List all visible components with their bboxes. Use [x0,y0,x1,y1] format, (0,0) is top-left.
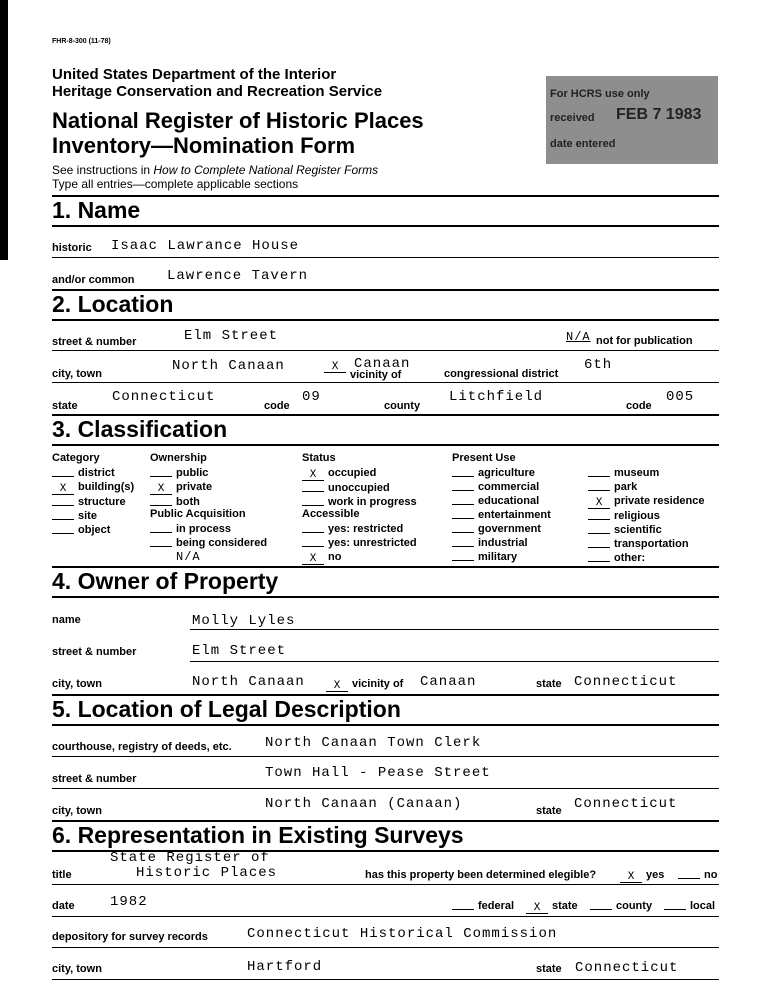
section-5-title: 5. Location of Legal Description [52,696,401,722]
state-code-value: 09 [302,389,321,405]
survey-city-value: Hartford [247,959,323,975]
present-use-col2 [588,466,705,565]
courthouse-label: courthouse, registry of deeds, etc. [52,741,232,753]
section-6-title: 6. Representation in Existing Surveys [52,822,464,848]
level-federal[interactable]: federal [452,900,514,912]
field-rule [52,257,719,258]
location-vicinity-value: Canaan [354,356,411,372]
survey-title-label: title [52,869,72,881]
checkbox-item[interactable]: agriculture [452,466,551,480]
vicinity-label: vicinity of [350,369,402,381]
owner-name-label: name [52,614,81,626]
location-city-label: city, town [52,368,102,380]
county-code-label: code [626,400,652,412]
form-title-2: Inventory—Nomination Form [52,133,356,158]
field-rule [52,756,719,757]
depository-label: depository for survey records [52,931,208,943]
historic-label: historic [52,242,92,254]
owner-name-value: Molly Lyles [192,613,296,629]
checkbox-item[interactable]: both [150,495,212,509]
owner-street-label: street & number [52,646,137,658]
present-use-col1 [452,466,551,564]
section-rule [52,444,719,446]
checkbox-item[interactable]: industrial [452,536,551,550]
checkbox-item[interactable]: site [52,509,134,523]
location-street-label: street & number [52,336,137,348]
legal-city-value: North Canaan (Canaan) [265,796,463,812]
checkbox-item[interactable]: object [52,523,134,537]
common-name-value: Lawrence Tavern [167,268,309,284]
checkbox-item[interactable]: park [588,480,705,494]
field-rule [52,788,719,789]
congress-value: 6th [584,357,613,373]
checkbox-item[interactable]: government [452,522,551,536]
field-rule [190,629,719,630]
accessible-list [302,522,417,565]
location-street-value: Elm Street [184,328,279,344]
county-value: Litchfield [449,389,544,405]
section-rule [52,319,719,321]
section-rule [52,195,719,197]
instructions-2: Type all entries—complete applicable sections [52,177,299,191]
checkbox-item[interactable]: work in progress [302,495,417,509]
legal-street-label: street & number [52,773,137,785]
checkbox-item[interactable]: X no [302,550,417,565]
checkbox-item[interactable]: commercial [452,480,551,494]
courthouse-value: North Canaan Town Clerk [265,735,482,751]
survey-state-label: state [536,963,562,975]
checkbox-item[interactable]: transportation [588,537,705,551]
checkbox-item[interactable]: public [150,466,212,480]
owner-city-label: city, town [52,678,102,690]
instructions-1: See instructions in How to Complete National Register Forms [52,163,379,177]
status-head: Status [302,452,336,464]
owner-street-value: Elm Street [192,643,287,659]
field-rule [52,947,719,948]
owner-vicinity-check: X vicinity of [326,678,403,692]
survey-title-value-2: Historic Places [136,865,278,881]
state-label: state [52,400,78,412]
accessible-head: Accessible [302,508,360,520]
acquisition-note: N/A [176,550,201,564]
form-title-1: National Register of Historic Places [52,108,424,133]
owner-vicinity-value: Canaan [420,674,477,690]
eligible-yes[interactable]: X yes [620,869,664,883]
stamp-date-entered-label: date entered [550,138,616,150]
category-head: Category [52,452,100,464]
checkbox-item[interactable]: in process [150,522,267,536]
state-code-label: code [264,400,290,412]
checkbox-item[interactable]: being considered [150,536,267,550]
stamp-received-label: received [550,112,595,124]
checkbox-item[interactable]: religious [588,509,705,523]
status-list [302,466,417,509]
hcrs-use-only-stamp [546,76,718,164]
level-county[interactable]: county [590,900,652,912]
present-use-head: Present Use [452,452,516,464]
survey-city-label: city, town [52,963,102,975]
checkbox-item[interactable]: X private [150,480,212,495]
checkbox-item[interactable]: other: [588,551,705,565]
stamp-label: For HCRS use only [550,88,650,100]
county-label: county [384,400,421,412]
form-id: FHR-8-300 (11-78) [52,38,111,45]
state-value: Connecticut [112,389,216,405]
section-2-title: 2. Location [52,291,174,317]
checkbox-item[interactable]: museum [588,466,705,480]
historic-name-value: Isaac Lawrance House [111,238,300,254]
legal-city-label: city, town [52,805,102,817]
section-4-title: 4. Owner of Property [52,568,279,594]
checkbox-item[interactable]: unoccupied [302,481,417,495]
section-rule [52,596,719,598]
nfp-value: N/A [566,330,591,344]
checkbox-item[interactable]: entertainment [452,508,551,522]
section-1-title: 1. Name [52,197,141,223]
service-name: Heritage Conservation and Recreation Service [52,83,383,100]
acquisition-head: Public Acquisition [150,508,246,520]
depository-value: Connecticut Historical Commission [247,926,558,942]
field-rule [52,916,719,917]
section-rule [52,724,719,726]
survey-date-value: 1982 [110,894,148,910]
legal-state-value: Connecticut [574,796,678,812]
field-rule [52,350,719,351]
checkbox-item[interactable]: yes: restricted [302,522,417,536]
checkbox-item[interactable]: X occupied [302,466,417,481]
survey-title-value-1: State Register of [110,850,270,866]
checkbox-item[interactable]: educational [452,494,551,508]
field-rule [52,979,719,980]
owner-city-value: North Canaan [192,674,305,690]
stamp-received-date: FEB 7 1983 [616,106,702,123]
county-code-value: 005 [666,389,695,405]
checkbox-item[interactable]: X private residence [588,494,705,509]
checkbox-item[interactable]: yes: unrestricted [302,536,417,550]
owner-state-label: state [536,678,562,690]
survey-date-label: date [52,900,75,912]
checkbox-item[interactable]: district [52,466,134,480]
common-name-label: and/or common [52,274,135,286]
field-rule [52,382,719,383]
owner-state-value: Connecticut [574,674,678,690]
category-list [52,466,134,537]
level-local[interactable]: local [664,900,715,912]
eligible-no[interactable]: no [678,869,717,881]
location-city-value: North Canaan [172,358,285,374]
ownership-list [150,466,212,509]
acquisition-list [150,522,267,550]
scan-edge [0,0,8,260]
checkbox-item[interactable]: scientific [588,523,705,537]
section-3-title: 3. Classification [52,416,228,442]
field-rule [52,884,719,885]
nfp-label: not for publication [596,335,693,347]
section-rule [52,225,719,227]
legal-state-label: state [536,805,562,817]
legal-street-value: Town Hall - Pease Street [265,765,491,781]
checkbox-item[interactable]: military [452,550,551,564]
field-rule [190,661,719,662]
location-vicinity-check: X [324,357,350,373]
survey-state-value: Connecticut [575,960,679,976]
checkbox-item[interactable]: structure [52,495,134,509]
level-state[interactable]: X state [526,900,578,914]
checkbox-item[interactable]: X building(s) [52,480,134,495]
ownership-head: Ownership [150,452,207,464]
dept-name: United States Department of the Interior [52,66,337,83]
congress-label: congressional district [444,368,559,380]
eligible-question: has this property been determined elegible? [365,869,597,881]
